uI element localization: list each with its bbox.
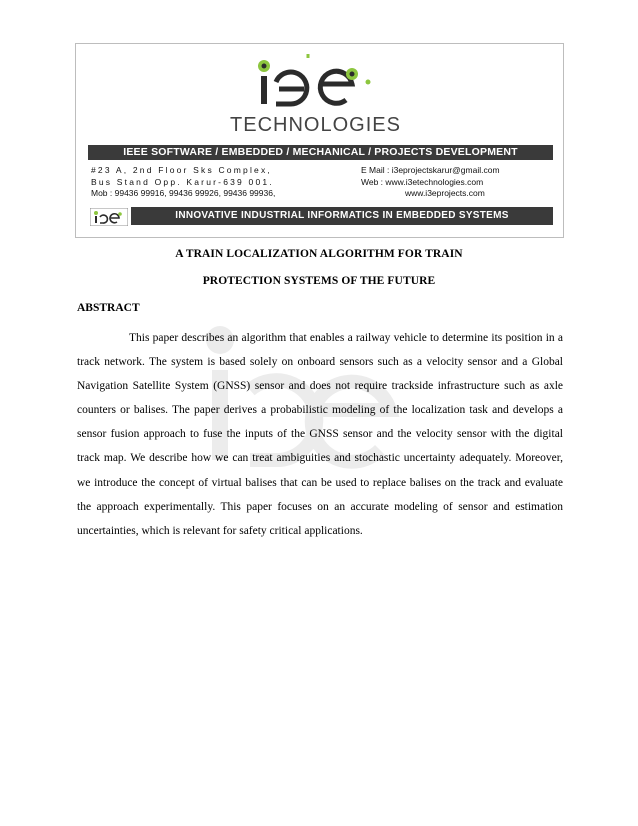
i3e-logo [76, 44, 565, 114]
email: E Mail : i3eprojectskarur@gmail.com [361, 165, 500, 175]
contact-block [361, 165, 500, 200]
address-block [91, 165, 275, 200]
abstract-body: This paper describes an algorithm that enables a railway vehicle to determine its position in a track network. The system is based solely on onboard sensors such as a velocity sensor and a Global Navigation Satellite System (GNSS) sensor and does not require trackside infrastructure such as axle counters or balises. The paper derives a probabilistic modeling of the localization task and develops a sensor fusion approach to fuse the inputs of the GNSS sensor and the velocity sensor with the digital track map. We describe how we can treat ambiguities and stochastic uncertainty adequately. Moreover, we introduce the concept of virtual balises that can be used to replace balises on the track and evaluate the approach experimentally. This paper focuses on an accurate modeling of sensor and estimation uncertainties, which is relevant for safety critical applications. [77, 332, 563, 537]
company-name: TECHNOLOGIES [230, 114, 401, 136]
address-line-1: #23 A, 2nd Floor Sks Complex, [91, 165, 272, 175]
i3e-small-logo [90, 208, 128, 226]
mobile-numbers: Mob : 99436 99916, 99436 99926, 99436 99936, [91, 188, 276, 198]
tagline-banner: IEEE SOFTWARE / EMBEDDED / MECHANICAL / PROJECTS DEVELOPMENT [88, 145, 553, 160]
website: Web : www.i3etechnologies.com [361, 176, 484, 187]
bottom-banner: INNOVATIVE INDUSTRIAL INFORMATICS IN EMBEDDED SYSTEMS [131, 207, 553, 225]
paper-title-line-1: A TRAIN LOCALIZATION ALGORITHM FOR TRAIN [175, 248, 463, 260]
website-2: www.i3eprojects.com [405, 188, 485, 198]
paper-title-line-2: PROTECTION SYSTEMS OF THE FUTURE [202, 275, 436, 287]
letterhead [75, 43, 564, 238]
address-line-2: Bus Stand Opp. Karur-639 001. [91, 176, 274, 187]
abstract-heading: ABSTRACT [77, 302, 140, 314]
